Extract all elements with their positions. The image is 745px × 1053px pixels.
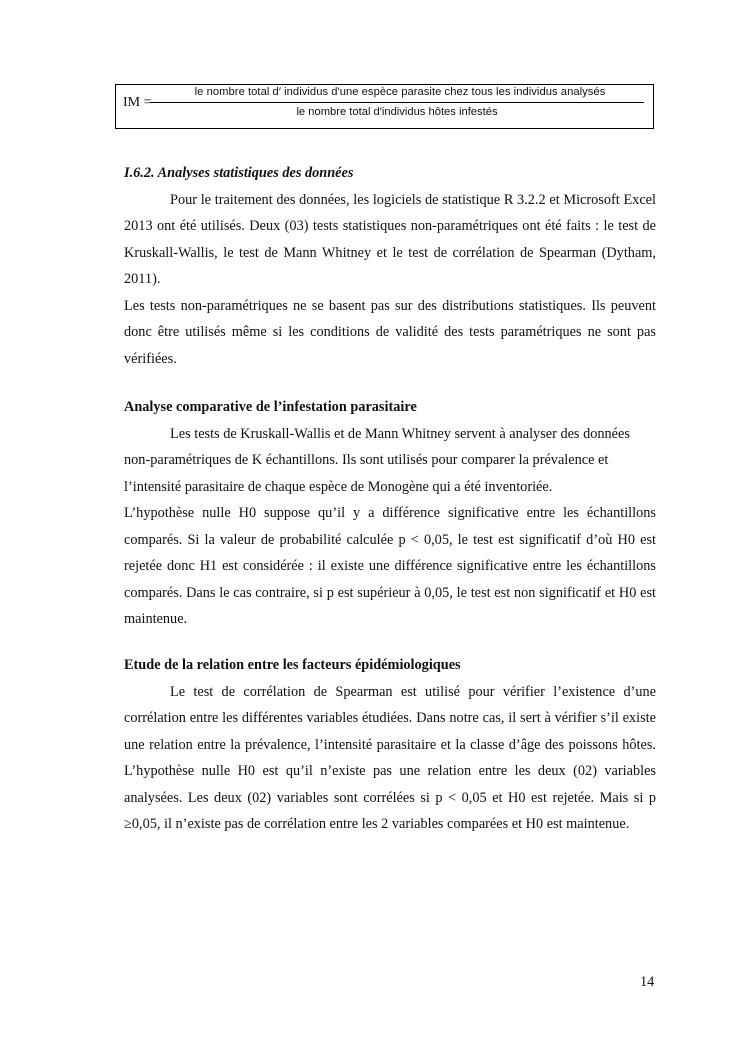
paragraph-line: Les tests de Kruskall-Wallis et de Mann Whitney servent à analyser des données [170, 425, 630, 442]
paragraph-line: non-paramétriques de K échantillons. Ils sont utilisés pour comparer la prévalence et [124, 452, 609, 468]
fraction-bar [150, 102, 644, 103]
formula-numerator: le nombre total d′ individus d′une espèce parasite chez tous les individus analysés [194, 86, 606, 98]
paragraph-nonparametric: Les tests non-paramétriques ne se basent pas sur des distributions statistiques. Ils peuvent donc être utilisés même si les conditions de validité des tests paramétriques ne sont pas vérifiées. [124, 297, 656, 367]
subsection-title-relation: Etude de la relation entre les facteurs épidémiologiques [124, 657, 461, 673]
formula-label: IM = [123, 95, 152, 110]
section-statistics [124, 160, 656, 372]
paragraph-line: l’intensité parasitaire de chaque espèce de Monogène qui a été inventoriée. [124, 478, 553, 495]
formula-box [115, 84, 654, 129]
section-title: I.6.2. Analyses statistiques des données [124, 165, 354, 181]
subsection-title-comparative: Analyse comparative de l’infestation parasitaire [124, 399, 417, 415]
paragraph-spearman: Le test de corrélation de Spearman est utilisé pour vérifier l’existence d’une corrélation entre les différentes variables étudiées. Dans notre cas, il sert à vérifier s’il existe une relation entre la prévalence, l’intensité parasitaire et la classe d’âge des poissons hôtes. L’hypothèse nulle H0 est qu’il n’existe pas une relation entre les deux (02) variables analysées. Les deux (02) variables sont corrélées si p < 0,05 et H0 est rejetée. Mais si p ≥0,05, il n’existe pas de corrélation entre les 2 variables comparées et H0 est maintenue. [124, 683, 656, 832]
subsection-comparative [124, 394, 656, 633]
paragraph-hypothesis: L’hypothèse nulle H0 suppose qu’il y a différence significative entre les échantillons comparés. Si la valeur de probabilité calculée p < 0,05, le test est significatif d’où H0 est rejetée donc H1 est considérée : il existe une différence significative entre les échantillons comparés. Dans le cas contraire, si p est supérieur à 0,05, le test est non significatif et H0 est maintenue. [124, 505, 656, 627]
formula-denominator: le nombre total d′individus hôtes infestés [296, 106, 498, 118]
paragraph-software: Pour le traitement des données, les logiciels de statistique R 3.2.2 et Microsoft Excel 2013 ont été utilisés. Deux (03) tests statistiques non-paramétriques ont été faits : le test de Kruskall-Wallis, le test de Mann Whitney et le test de corrélation de Spearman (Dytham, 2011). [124, 191, 656, 287]
subsection-relation [124, 652, 656, 838]
page-number: 14 [640, 974, 655, 990]
